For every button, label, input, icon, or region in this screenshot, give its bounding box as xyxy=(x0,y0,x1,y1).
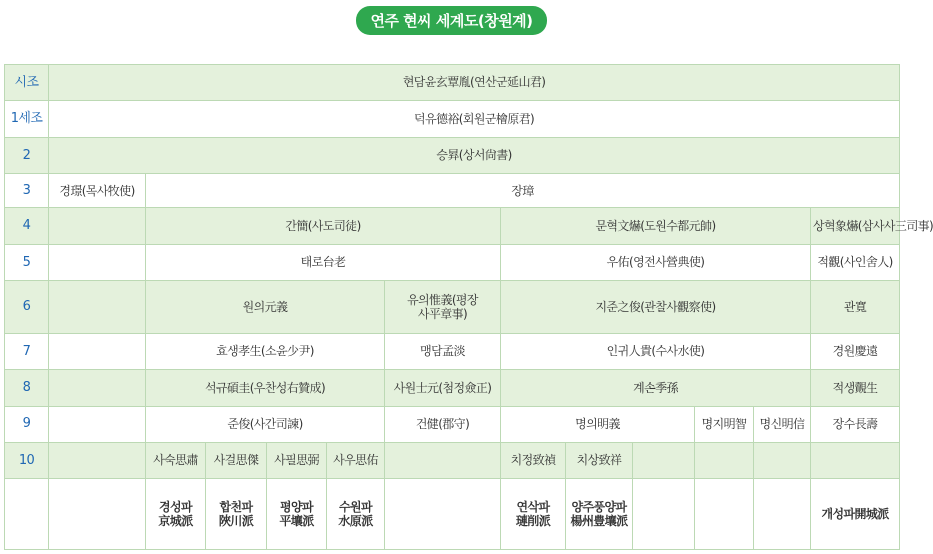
generation-label: 8 xyxy=(5,370,49,406)
empty-cell xyxy=(49,442,146,478)
person-cell: 덕유德裕(회원군檜原君) xyxy=(49,101,900,137)
branch-name-hanja: 京城派 xyxy=(158,514,193,529)
person-cell: 맹담孟淡 xyxy=(385,333,501,369)
person-cell: 사우思佑 xyxy=(327,442,385,478)
person-cell: 치상致祥 xyxy=(566,442,633,478)
person-cell: 사원士元(첨정僉正) xyxy=(385,370,501,406)
person-cell: 우佑(영전사營典使) xyxy=(501,244,811,280)
empty-cell xyxy=(5,479,49,550)
branch-name-hanja: 璉削派 xyxy=(515,514,551,529)
person-cell: 효생孝生(소윤少尹) xyxy=(146,333,385,369)
empty-cell xyxy=(695,442,754,478)
branch-name: 평양파 xyxy=(280,499,313,514)
table-row xyxy=(5,442,900,478)
branch-cell xyxy=(146,479,206,550)
branch-cell xyxy=(501,479,566,550)
branch-name-hanja: 楊州豊壤派 xyxy=(570,514,628,529)
empty-cell xyxy=(754,442,811,478)
person-name-line: 유의惟義(평장 xyxy=(407,292,478,307)
page-title: 연주 현씨 세계도(창원계) xyxy=(356,6,546,35)
person-cell: 경원慶遠 xyxy=(811,333,900,369)
table-row xyxy=(5,281,900,334)
empty-cell xyxy=(633,442,695,478)
empty-cell xyxy=(49,281,146,334)
branch-cell xyxy=(267,479,327,550)
table-row xyxy=(5,174,900,208)
person-cell: 명신明信 xyxy=(754,406,811,442)
generation-label: 7 xyxy=(5,333,49,369)
person-cell: 장璋 xyxy=(146,174,900,208)
person-cell: 적생覿生 xyxy=(811,370,900,406)
person-cell: 계손季孫 xyxy=(501,370,811,406)
branch-row xyxy=(5,479,900,550)
person-cell: 사숙思肅 xyxy=(146,442,206,478)
person-cell: 치정致禎 xyxy=(501,442,566,478)
branch-name: 합천파 xyxy=(219,499,253,514)
table-row xyxy=(5,101,900,137)
branch-name: 경성파 xyxy=(159,499,192,514)
branch-cell: 개성파開城派 xyxy=(811,479,900,550)
branch-name-hanja: 平壤派 xyxy=(279,514,314,529)
generation-label: 2 xyxy=(5,137,49,173)
person-cell: 사걸思傑 xyxy=(206,442,267,478)
person-cell: 명의明義 xyxy=(501,406,695,442)
person-cell: 지준之俊(관찰사觀察使) xyxy=(501,281,811,334)
table-row xyxy=(5,65,900,101)
generation-label: 4 xyxy=(5,208,49,244)
empty-cell xyxy=(49,406,146,442)
table-row xyxy=(5,406,900,442)
empty-cell xyxy=(633,479,695,550)
person-cell: 사필思弼 xyxy=(267,442,327,478)
person-cell: 석규碩圭(우찬성右贊成) xyxy=(146,370,385,406)
person-cell: 준俊(사간司諫) xyxy=(146,406,385,442)
person-cell: 적觀(사인舍人) xyxy=(811,244,900,280)
generation-label: 6 xyxy=(5,281,49,334)
empty-cell xyxy=(49,333,146,369)
person-cell: 문혁文爀(도원수都元帥) xyxy=(501,208,811,244)
branch-cell xyxy=(206,479,267,550)
person-cell: 상혁象爀(삼사사三司事) xyxy=(811,208,900,244)
person-cell: 인귀人貴(수사水使) xyxy=(501,333,811,369)
generation-label: 시조 xyxy=(5,65,49,101)
branch-name: 양주풍양파 xyxy=(571,499,627,514)
title-area xyxy=(0,6,903,35)
person-cell xyxy=(385,281,501,334)
person-cell: 건健(郡守) xyxy=(385,406,501,442)
person-cell: 경璟(목사牧使) xyxy=(49,174,146,208)
table-row xyxy=(5,333,900,369)
person-cell: 현담윤玄覃胤(연산군延山君) xyxy=(49,65,900,101)
generation-label: 9 xyxy=(5,406,49,442)
table-row xyxy=(5,244,900,280)
person-cell: 명지明智 xyxy=(695,406,754,442)
empty-cell xyxy=(49,479,146,550)
branch-name: 수원파 xyxy=(339,499,372,514)
person-cell: 관寬 xyxy=(811,281,900,334)
table-row xyxy=(5,370,900,406)
generation-label: 5 xyxy=(5,244,49,280)
person-cell: 장수長壽 xyxy=(811,406,900,442)
generation-label: 10 xyxy=(5,442,49,478)
person-cell: 원의元義 xyxy=(146,281,385,334)
person-cell: 간簡(사도司徒) xyxy=(146,208,501,244)
empty-cell xyxy=(385,442,501,478)
empty-cell xyxy=(695,479,754,550)
empty-cell xyxy=(811,442,900,478)
table-row xyxy=(5,137,900,173)
person-title-line: 사平章事) xyxy=(417,306,468,321)
person-cell: 승昪(상서尙書) xyxy=(49,137,900,173)
generation-label: 3 xyxy=(5,174,49,208)
empty-cell xyxy=(754,479,811,550)
empty-cell xyxy=(385,479,501,550)
branch-cell xyxy=(327,479,385,550)
branch-name: 연삭파 xyxy=(516,499,550,514)
empty-cell xyxy=(49,370,146,406)
empty-cell xyxy=(49,244,146,280)
branch-name-hanja: 水原派 xyxy=(338,514,373,529)
generation-label: 1세조 xyxy=(5,101,49,137)
empty-cell xyxy=(49,208,146,244)
person-cell: 태로台老 xyxy=(146,244,501,280)
branch-cell xyxy=(566,479,633,550)
branch-name-hanja: 陜川派 xyxy=(218,514,254,529)
genealogy-table xyxy=(4,64,933,550)
table-row xyxy=(5,208,900,244)
